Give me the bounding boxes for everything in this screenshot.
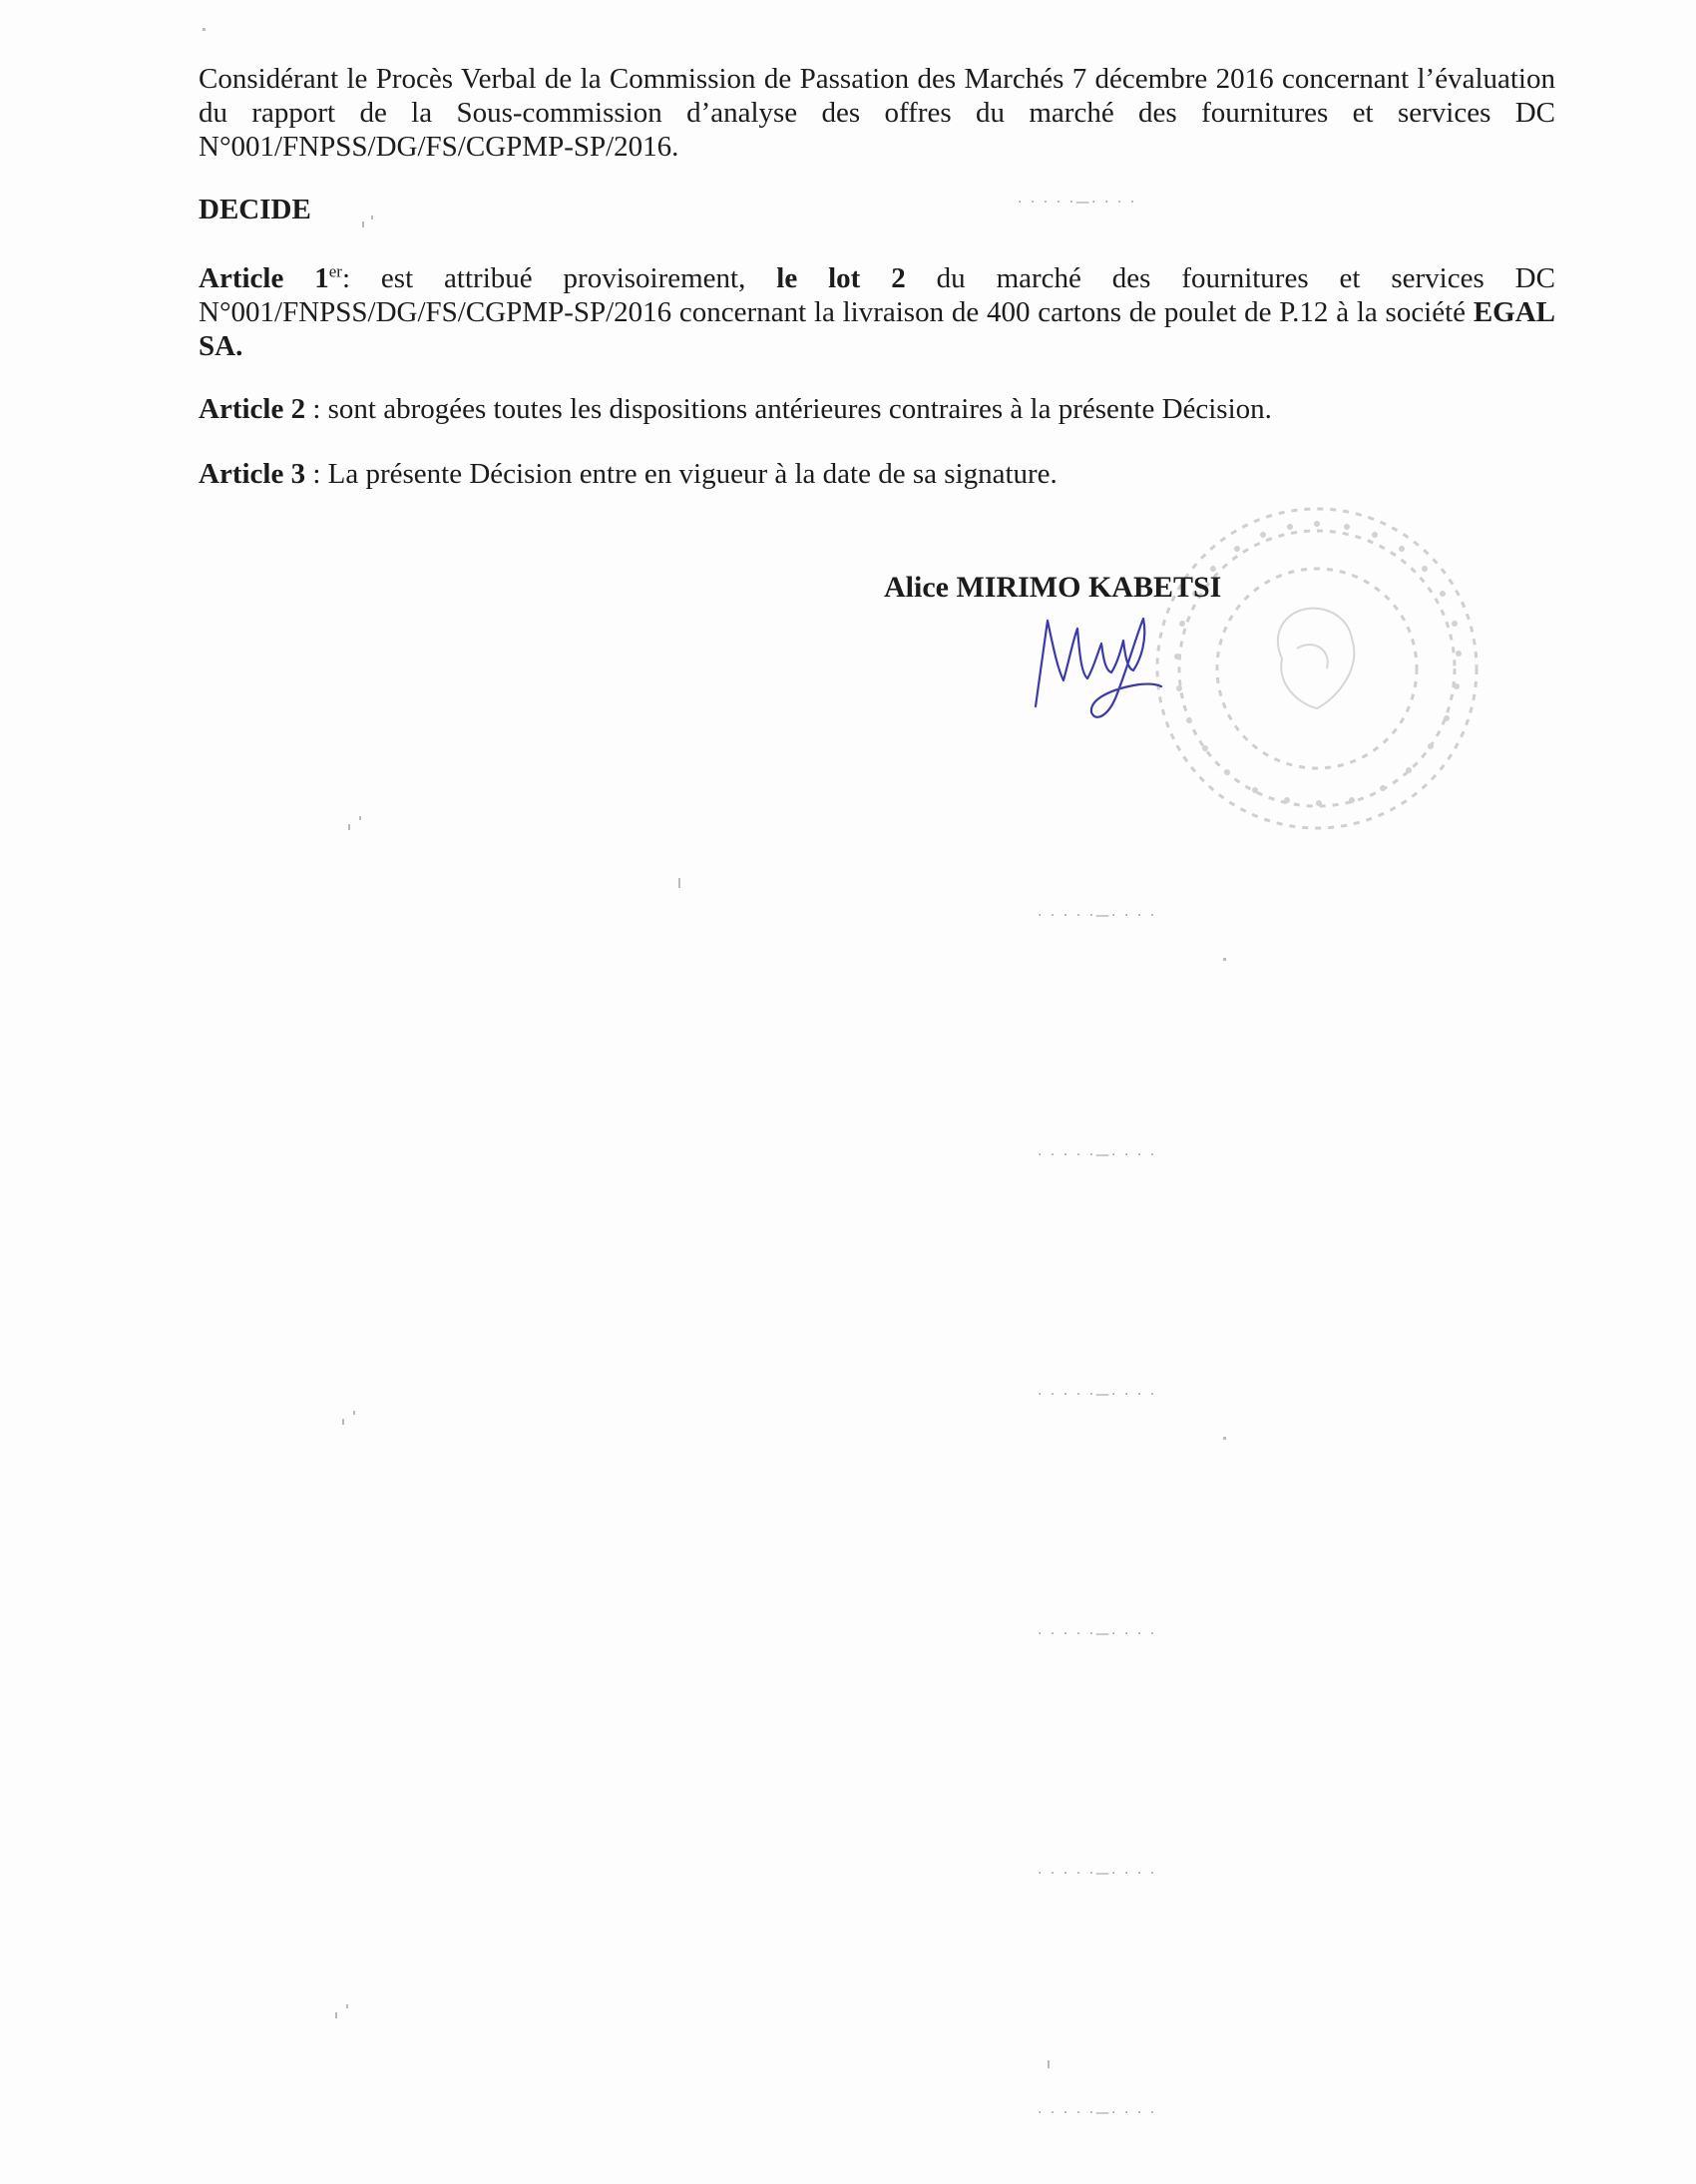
handwritten-signature (1018, 599, 1167, 728)
article-2-text: : sont abrogées toutes les dispositions antérieures contraires à la présente Décision. (305, 393, 1272, 425)
article-1-text-b: du marché des fournitures et services DC N°001/FNPSS/DG/FS/CGPMP-SP/2016 concernant la livraison de 400 cartons de poulet de P.12 à la société (199, 262, 1555, 328)
signatory-name: Alice MIRIMO KABETSI (884, 571, 1222, 604)
article-1-company: EGAL SA. (199, 296, 1555, 362)
article-3-paragraph (199, 457, 1555, 491)
decide-heading: DECIDE (199, 194, 311, 225)
article-2-label: Article 2 (199, 393, 306, 425)
article-1-paragraph (199, 261, 1555, 363)
article-2-paragraph (199, 392, 1555, 426)
article-1-text-a: : est attribué provisoirement, (341, 262, 777, 294)
article-1-superscript: er (328, 261, 342, 281)
article-1-lot: le lot 2 (776, 262, 906, 294)
article-3-text: : La présente Décision entre en vigueur à la date de sa signature. (305, 458, 1058, 490)
considerant-paragraph: Considérant le Procès Verbal de la Commission de Passation des Marchés 7 décembre 2016 concernant l’évaluation du rapport de la Sous-commission d’analyse des offres du marché des fournitures et services DC N°001/FNPSS/DG/FS/CGPMP-SP/2016. (199, 63, 1555, 163)
article-3-label: Article 3 (199, 458, 306, 490)
document-page: Considérant le Procès Verbal de la Commission de Passation des Marchés 7 décembre 2016 concernant l’évaluation du rapport de la Sous-commission d’analyse des offres du marché des fournitures et services DC N°001/FNPSS/DG/FS/CGPMP-SP/2016. DECIDE Article 1er: est attribué provisoirement, le lot 2 du marché des fournitures et services DC N°001/FNPSS/DG/FS/CGPMP-SP/2016 concernant la livraison de 400 cartons de poulet de P.12 à la société EGAL SA. Article 2 : sont abrogées toutes les dispositions antérieures contraires à la présente Décision. Article 3 : La présente Décision entre en vigueur à la date de sa signature. Alice MIRIMO KABETSI · · · · ·—· · · · · · · · ·—· · · · · · · · ·—· · · · · · · · ·—· · · · · · · · ·—· · · · · · · · ·—· · · · · · · · ·—· · · · (0, 0, 1696, 2184)
article-1-label: Article 1 (199, 262, 329, 294)
official-seal-stamp (1147, 499, 1486, 838)
